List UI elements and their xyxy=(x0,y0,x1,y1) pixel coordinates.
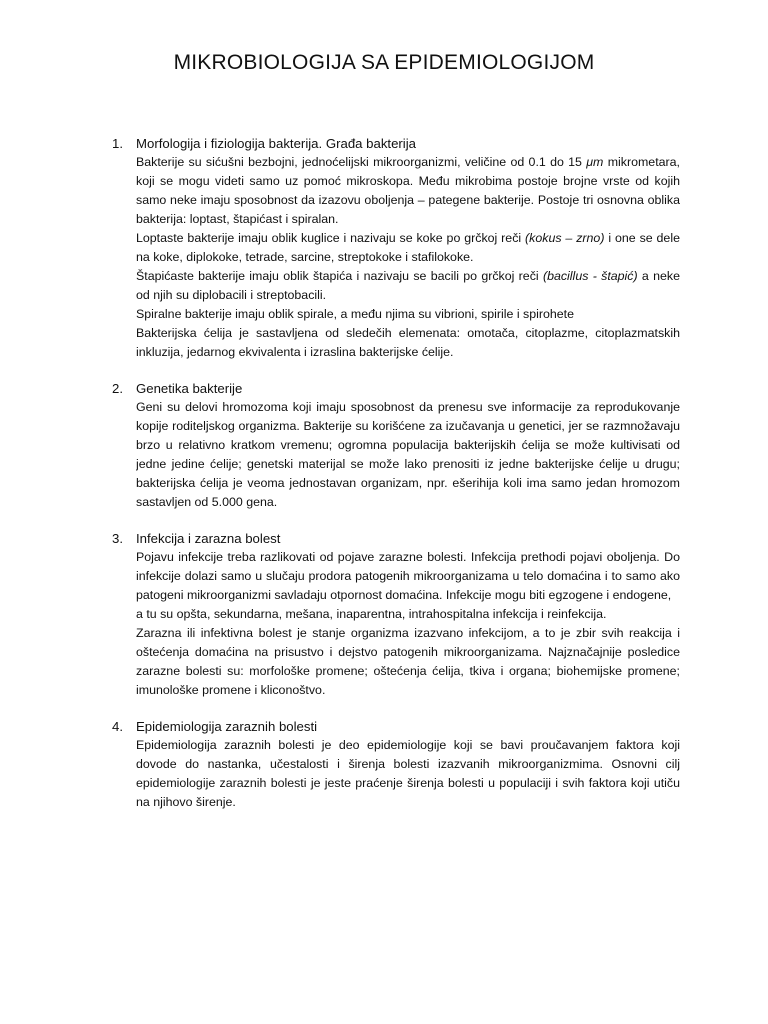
body-text-line xyxy=(136,567,680,586)
section-number: 4. xyxy=(112,719,123,734)
text-segment: sastavljen od 5.000 gena. xyxy=(136,495,278,509)
section-number: 3. xyxy=(112,531,123,546)
text-segment: imunološke promene i kliconoštvo. xyxy=(136,683,326,697)
section-2 xyxy=(112,379,680,512)
body-text-line xyxy=(136,172,680,191)
text-segment: a tu su opšta, sekundarna, mešana, inaparentna, intrahospitalna infekcija i reinfekcija. xyxy=(136,607,607,621)
text-segment: bakterijska ćelija je veoma jednostavan organizam, npr. ešerihija koli ima samo jedan hromozom xyxy=(136,476,680,490)
text-segment: jedne jedine ćelije; genetski materijal se može lako prenositi iz jedne bakterijske ćelije u drugu; xyxy=(136,457,680,471)
body-text-line xyxy=(136,548,680,567)
body-text-line xyxy=(136,436,680,455)
body-text-line xyxy=(136,343,680,362)
text-segment: od njih su diplobacili i streptobacili. xyxy=(136,288,327,302)
section-body xyxy=(136,398,680,512)
section-body xyxy=(136,548,680,700)
text-segment: Bakterije su sićušni bezbojni, jednoćelijski mikroorganizmi, veličine od 0.1 do 15 xyxy=(136,155,587,169)
text-segment: bakterija: loptast, štapićast i spiralan. xyxy=(136,212,339,226)
body-text-line xyxy=(136,210,680,229)
text-segment: Epidemiologija zaraznih bolesti je deo epidemiologije koji se bavi proučavanjem faktora koji xyxy=(136,738,680,752)
text-segment: Loptaste bakterije imaju oblik kuglice i nazivaju se koke po grčkoj reči xyxy=(136,231,526,245)
italic-term: μm xyxy=(586,155,604,169)
body-text-line xyxy=(136,229,680,248)
body-text-line xyxy=(136,624,680,643)
text-segment: a neke xyxy=(637,269,680,283)
body-text-line xyxy=(136,662,680,681)
body-text-line xyxy=(136,736,680,755)
text-segment: inkluzija, jedarnog ekvivalenta i izraslina bakterijske ćelije. xyxy=(136,345,454,359)
text-segment: na koke, diplokoke, tetrade, sarcine, streptokoke i stafilokoke. xyxy=(136,250,474,264)
section-number: 2. xyxy=(112,381,123,396)
body-text-line xyxy=(136,153,680,172)
text-segment: dovode do nastanka, učestalosti i širenja bolesti izazvanih mikroorganizmima. Osnovni cilj xyxy=(136,757,680,771)
text-segment: mikrometara, xyxy=(603,155,680,169)
text-segment: patogeni mikroorganizmi savladaju otpornost domaćina. Infekcije mogu biti egzogene i endogene, xyxy=(136,588,672,602)
section-heading: Morfologija i fiziologija bakterija. Građa bakterija xyxy=(136,136,417,151)
section-heading-row xyxy=(112,379,680,398)
body-text-line xyxy=(136,793,680,812)
text-segment: zarazne bolesti su: morfološke promene; oštećenja ćelija, tkiva i organa; biohemijske promene; xyxy=(136,664,680,678)
text-segment: na njihovo širenje. xyxy=(136,795,236,809)
section-body xyxy=(136,153,680,362)
text-segment: oštećenja domaćina na prisustvo i dejstvo patogenih mikroorganizama. Najznačajnije posledice xyxy=(136,645,680,659)
section-heading-row xyxy=(112,717,680,736)
section-1 xyxy=(112,134,680,362)
text-segment: Zarazna ili infektivna bolest je stanje organizma izazvano infekcijom, a to je zbir svih reakcija i xyxy=(136,626,680,640)
body-text-line xyxy=(136,286,680,305)
body-text-line xyxy=(136,191,680,210)
italic-term: (bacillus - štapić) xyxy=(542,269,638,283)
section-body xyxy=(136,736,680,812)
section-heading: Infekcija i zarazna bolest xyxy=(136,531,281,546)
text-segment: brzo u relativno kratkom vremenu; ogromna populacija bakterijskih ćelija se može kultivisati od xyxy=(136,438,680,452)
text-segment: samo neke imaju sposobnost da izazovu oboljenja – pategene bakterije. Postoje tri osnovna oblika xyxy=(136,193,680,207)
body-text-line xyxy=(136,324,680,343)
text-segment: infekcije dolazi samo u slučaju prodora patogenih mikroorganizama u telo domaćina i to samo ako xyxy=(136,569,680,583)
section-heading: Genetika bakterije xyxy=(136,381,243,396)
body-text-line xyxy=(136,248,680,267)
text-segment: Štapićaste bakterije imaju oblik štapića i nazivaju se bacili po grčkoj reči xyxy=(136,269,543,283)
document-title: MIKROBIOLOGIJA SA EPIDEMIOLOGIJOM xyxy=(173,51,595,74)
body-text-line xyxy=(136,305,680,324)
section-3 xyxy=(112,529,680,700)
section-number: 1. xyxy=(112,136,123,151)
section-heading-row xyxy=(112,529,680,548)
body-text-line xyxy=(136,493,680,512)
body-text-line xyxy=(136,774,680,793)
body-text-line xyxy=(136,586,680,605)
body-text-line xyxy=(136,417,680,436)
text-segment: koji se mogu videti samo uz pomoć mikroskopa. Među mikrobima postoje brojne vrste od kojih xyxy=(136,174,680,188)
body-text-line xyxy=(136,643,680,662)
section-list xyxy=(112,134,680,829)
body-text-line xyxy=(136,605,680,624)
body-text-line xyxy=(136,455,680,474)
body-text-line xyxy=(136,474,680,493)
body-text-line xyxy=(136,398,680,417)
text-segment: i one se dele xyxy=(604,231,680,245)
body-text-line xyxy=(136,681,680,700)
body-text-line xyxy=(136,755,680,774)
text-segment: Geni su delovi hromozoma koji imaju sposobnost da prenesu sve informacije za reprodukovanje xyxy=(136,400,680,414)
text-segment: Spiralne bakterije imaju oblik spirale, a među njima su vibrioni, spirile i spirohete xyxy=(136,307,575,321)
text-segment: kopije roditeljskog organizma. Bakterije su korišćene za izučavanja u genetici, jer se razmnožavaju xyxy=(136,419,680,433)
text-segment: Pojavu infekcije treba razlikovati od pojave zarazne bolesti. Infekcija prethodi pojavi oboljenja. Do xyxy=(136,550,680,564)
italic-term: (kokus – zrno) xyxy=(525,231,605,245)
section-heading-row xyxy=(112,134,680,153)
text-segment: epidemiologije zaraznih bolesti je jeste praćenje širenja bolesti u populaciji i svih faktora koji utiču xyxy=(136,776,680,790)
text-segment: Bakterijska ćelija je sastavljena od sledečih elemenata: omotača, citoplazme, citoplazmatskih xyxy=(136,326,680,340)
section-4 xyxy=(112,717,680,812)
section-heading: Epidemiologija zaraznih bolesti xyxy=(136,719,318,734)
body-text-line xyxy=(136,267,680,286)
